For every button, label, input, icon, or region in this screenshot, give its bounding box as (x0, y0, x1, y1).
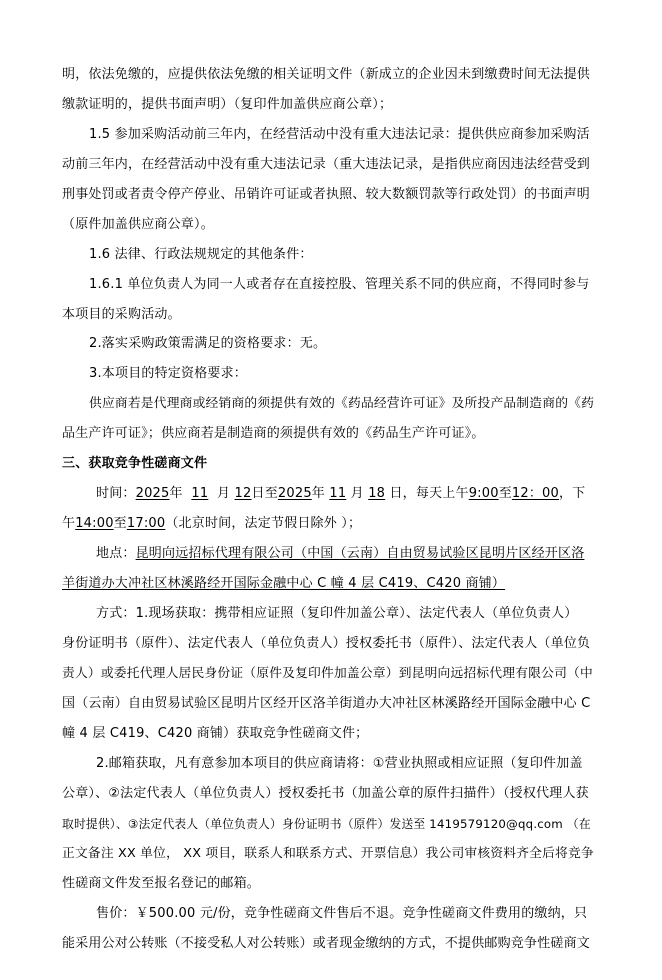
text-line: 供应商若是代理商或经销商的须提供有效的《药品经营许可证》及所投产品制造商的《药 (89, 396, 595, 411)
am-start: 9:00 (468, 486, 499, 501)
text-line: 1.5 参加采购活动前三年内，在经营活动中没有重大违法记录：提供供应商参加采购活 (89, 127, 590, 142)
text-line: 售价：￥500.00 元/份，竞争性磋商文件售后不退。竞争性磋商文件费用的缴纳，只 (96, 906, 588, 921)
text-line: （原件加盖供应商公章）。 (62, 217, 214, 232)
text-line: 正文备注 XX 单位， XX 项目，联系人和联系方式、开票信息）我公司审核资料齐全后将竞争 (62, 846, 594, 861)
text-fragment: 日，每天上午 (389, 486, 469, 501)
text-line: 身份证明书（原件）、法定代表人（单位负责人）授权委托书（原件）、法定代表人（单位负 (62, 636, 591, 651)
text-line: 2.邮箱获取，凡有意参加本项目的供应商请将：①营业执照或相应证照（复印件加盖 (96, 756, 583, 771)
place-address-1: 昆明向远招标代理有限公司（中国（云南）自由贸易试验区昆明片区经开区洛 (135, 546, 585, 561)
text-fragment: 月 (350, 486, 364, 501)
text-line: 幢 4 层 C419、C420 商铺）获取竞争性磋商文件； (62, 726, 369, 741)
text-line: 刑事处罚或者责令停产停业、吊销许可证或者执照、较大数额罚款等行政处罚）的书面声明 (62, 187, 591, 202)
text-fragment: 年 (311, 486, 325, 501)
start-year: 2025 (135, 486, 170, 501)
text-line: 方式：1.现场获取：携带相应证照（复印件加盖公章）、法定代表人（单位负责人） (96, 606, 578, 621)
text-line: 1.6.1 单位负责人为同一人或者存在直接控股、管理关系不同的供应商，不得同时参与 (89, 277, 590, 292)
am-end: 12：00 (511, 486, 559, 501)
text-line: 能采用公对公转账（不接受私人对公转账）或者现金缴纳的方式，不提供邮购竞争性磋商文 (62, 936, 591, 951)
text-fragment: 日至 (251, 486, 278, 501)
end-year: 2025 (277, 486, 312, 501)
time-label: 时间： (96, 486, 136, 501)
text-line: 动前三年内，在经营活动中没有重大违法记录（重大违法记录，是指供应商因违法经营受到 (62, 157, 591, 172)
text-line: 品生产许可证》；供应商若是制造商的须提供有效的《药品生产许可证》。 (62, 426, 485, 441)
section-heading: 三、获取竞争性磋商文件 (62, 456, 208, 471)
pm-end: 17:00 (126, 516, 166, 531)
end-day: 18 (368, 486, 386, 501)
time-line (96, 485, 585, 503)
time-line-2 (62, 515, 361, 533)
place-line (96, 545, 584, 563)
text-line: 性磋商文件发至报名登记的邮箱。 (62, 876, 261, 891)
text-line: 缴款证明的，提供书面声明）（复印件加盖供应商公章）； (62, 97, 393, 112)
text-line: 2.落实采购政策需满足的资格要求：无。 (89, 336, 327, 351)
text-fragment: 年 (169, 486, 183, 501)
start-month: 11 (191, 486, 209, 501)
text-line: 明，依法免缴的，应提供依法免缴的相关证明文件（新成立的企业因未到缴费时间无法提供 (62, 67, 591, 82)
text-line: 责人）或委托代理人居民身份证（原件及复印件加盖公章）到昆明向远招标代理有限公司（中 (62, 666, 593, 681)
place-label: 地点： (96, 546, 136, 561)
text-line: 本项目的采购活动。 (62, 307, 181, 322)
pm-start: 14:00 (75, 516, 114, 531)
text-line: 1.6 法律、行政法规规定的其他条件： (89, 247, 313, 262)
text-fragment: 月 (217, 486, 231, 501)
text-line: 国（云南）自由贸易试验区昆明片区经开区洛羊街道办大冲社区林溪路经开国际金融中心 C (62, 696, 591, 711)
start-day: 12 (234, 486, 252, 501)
text-fragment: 至 (113, 516, 127, 531)
text-line: 取时提供）、③法定代表人（单位负责人）身份证明书（原件）发送至 1419579120@qq.com （在 (62, 817, 591, 831)
place-address-2: 羊街道办大冲社区林溪路经开国际金融中心 C 幢 4 层 C419、C420 商铺） (62, 576, 506, 591)
end-month: 11 (329, 486, 347, 501)
text-fragment: ，下 (558, 486, 586, 501)
text-line: 3.本项目的特定资格要求： (89, 366, 248, 381)
text-line: 公章）、②法定代表人（单位负责人）授权委托书（加盖公章的原件扫描件）（授权代理人获 (62, 786, 589, 801)
text-fragment: 午 (62, 516, 76, 531)
text-fragment: （北京时间，法定节假日除外 ）； (165, 516, 362, 531)
text-fragment: 至 (498, 486, 512, 501)
